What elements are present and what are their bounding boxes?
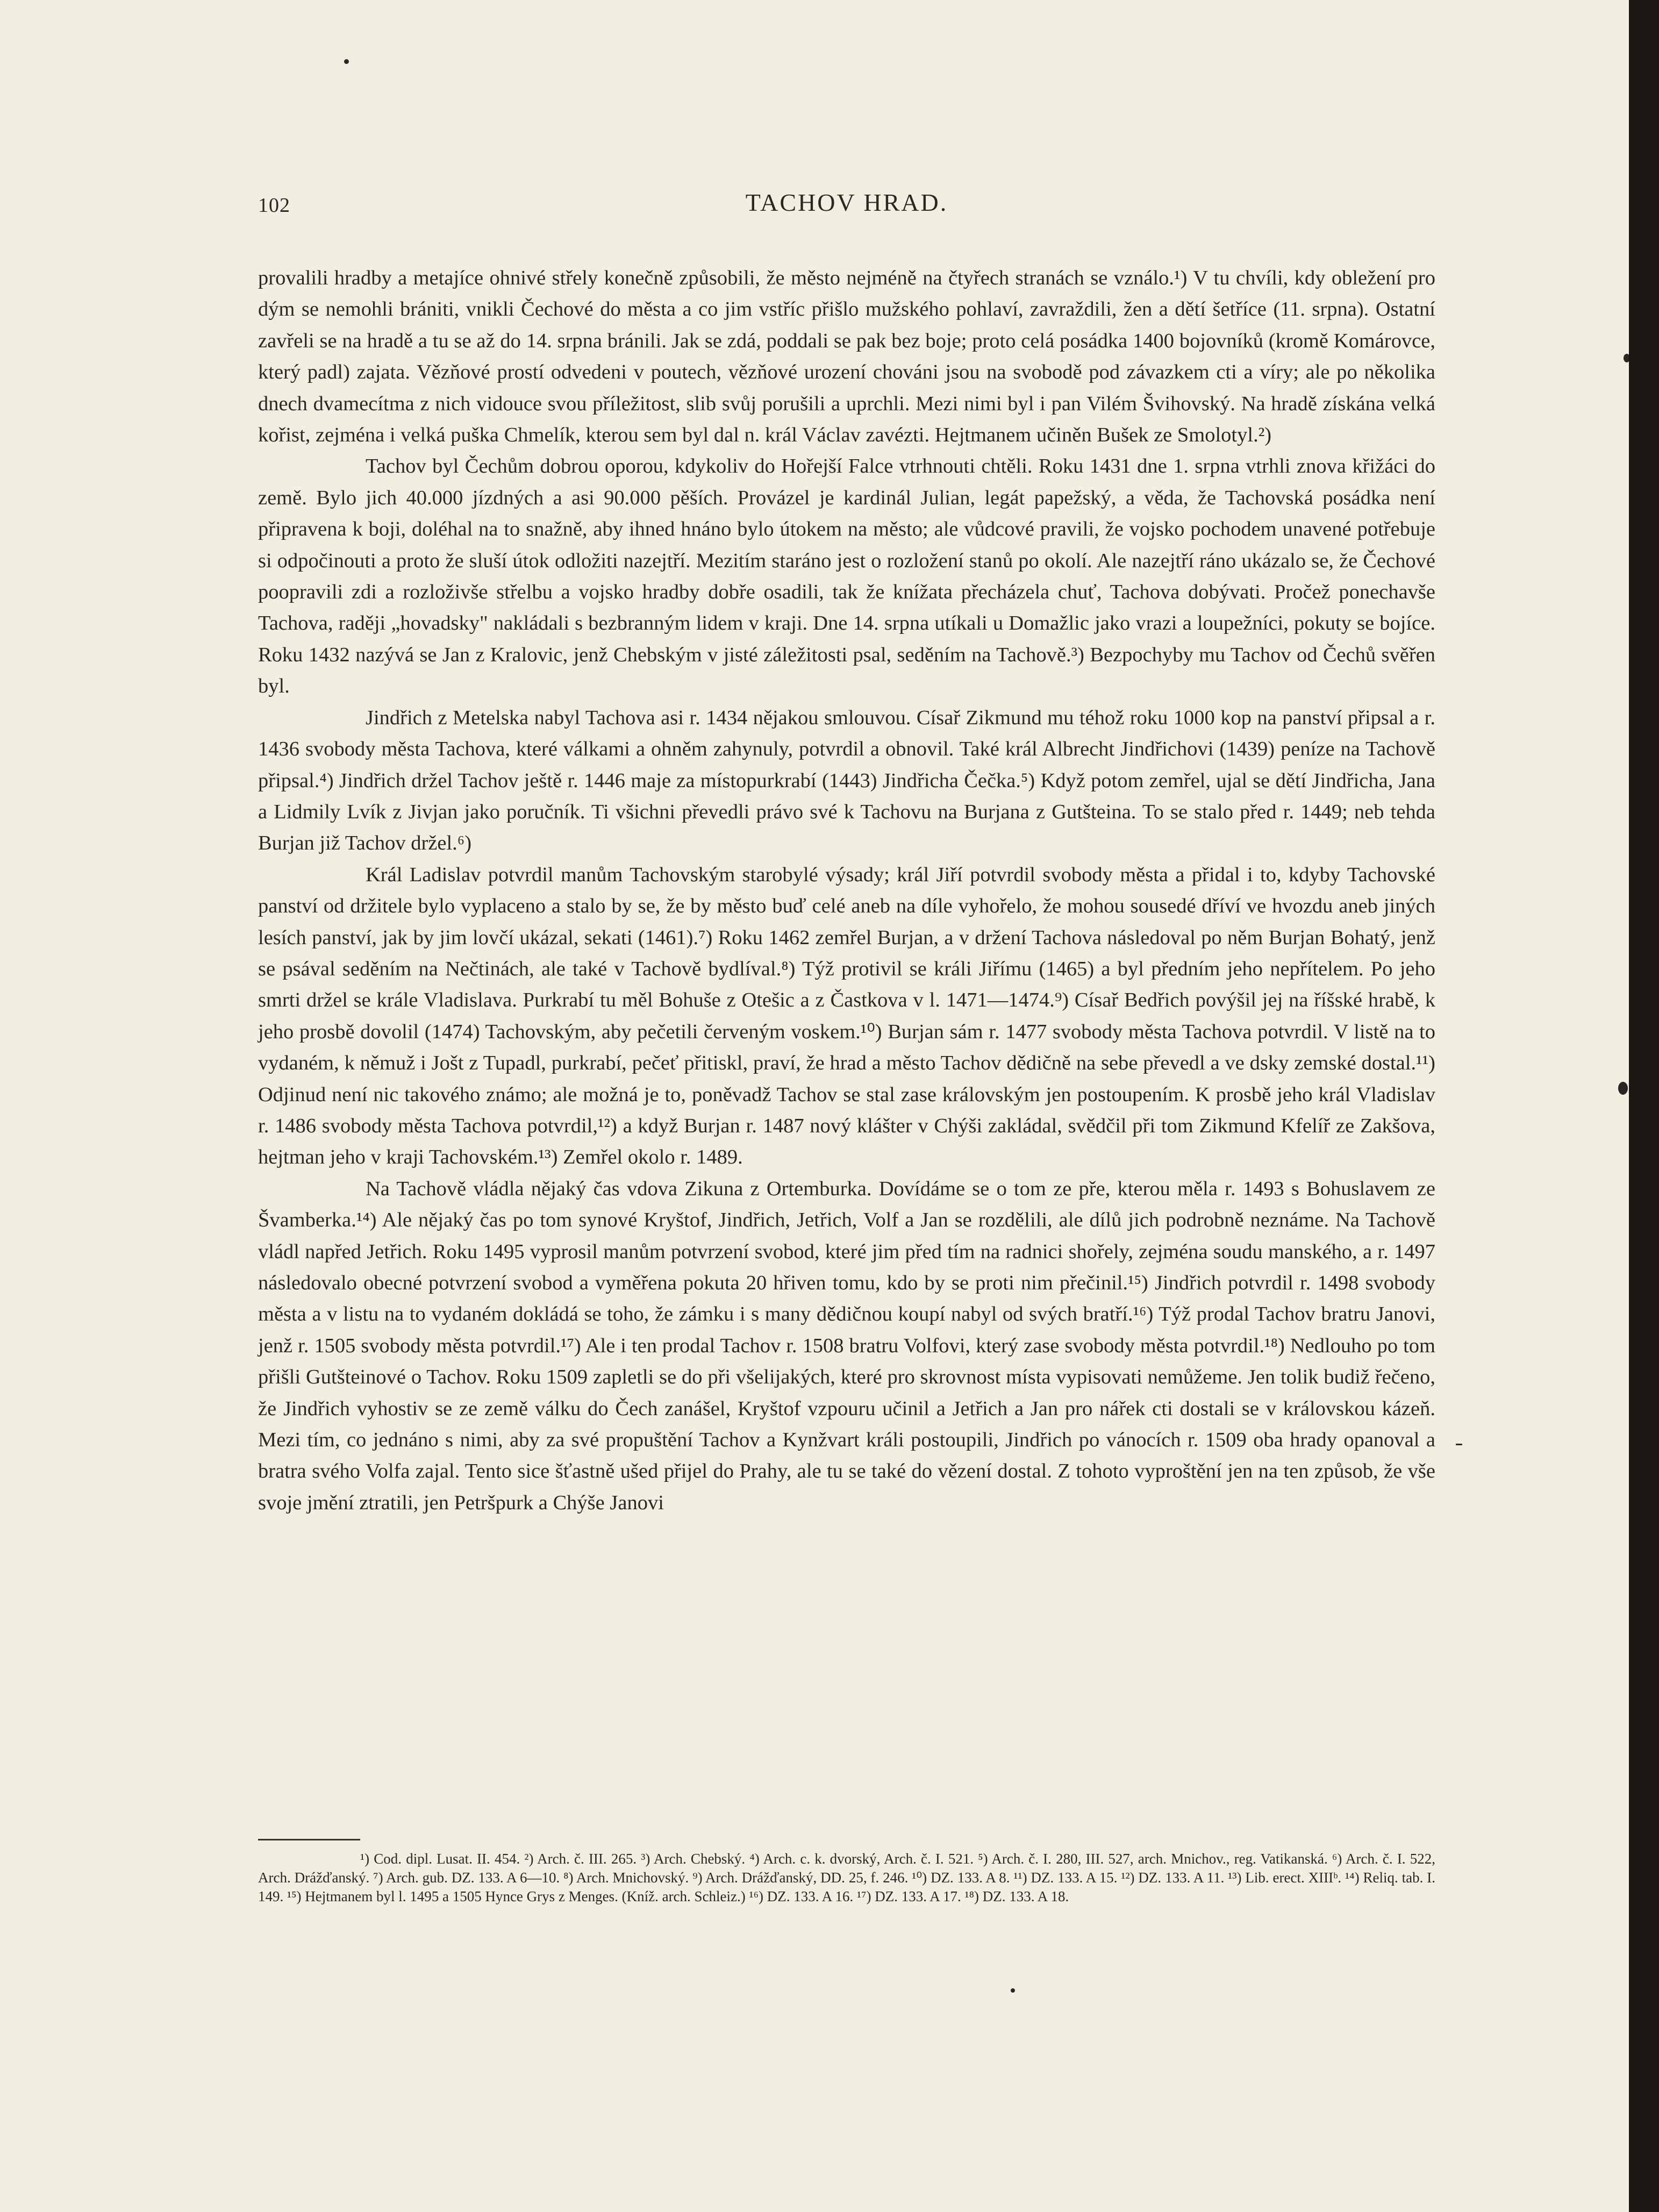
paragraph: Jindřich z Metelska nabyl Tachova asi r. 1434 nějakou smlouvou. Císař Zikmund mu téhož roku 1000 kop na panství připsal a r. 1436 svobody města Tachova, které válkami a ohněm zahynuly, potvrdil a obnovil. Také král Albrecht Jindřichovi (1439) peníze na Tachově připsal.⁴) Jindřich držel Tachov ještě r. 1446 maje za místopurkrabí (1443) Jindřicha Čečka.⁵) Když potom zemřel, ujal se dětí Jindřicha, Jana a Lidmily Lvík z Jivjan jako poručník. Ti všichni převedli právo své k Tachovu na Burjana z Gutšteina. To se stalo před r. 1449; neb tehda Burjan již Tachov držel.⁶) [258,706,1435,855]
paragraph: Tachov byl Čechům dobrou oporou, kdykoliv do Hořejší Falce vtrhnouti chtěli. Roku 1431 dne 1. srpna vtrhli znova křižáci do země. Bylo jich 40.000 jízdných a asi 90.000 pěších. Provázel je kardinál Julian, legát papežský, a věda, že Tachovská posádka není připravena k boji, doléhal na to snažně, aby ihned hnáno bylo útokem na město; ale vůdcové pravili, že vojsko pochodem unavené potřebuje si odpočinouti a proto že sluší útok odložiti nazejtří. Mezitím staráno jest o rozložení stanů po okolí. Ale nazejtří ráno ukázalo se, že Čechové poopravili zdi a rozloživše střelbu a vojsko hradby dobře osadili, tak že knížata přecházela chuť, Tachova dobývati. Pročež ponechavše Tachova, raději „hovadsky" nakládali s bezbranným lidem v kraji. Dne 14. srpna utíkali u Domažlic jako vrazi a loupežníci, pokuty se bojíce. Roku 1432 nazývá se Jan z Kralovic, jenž Chebským v jisté záležitosti psal, seděním na Tachově.³) Bezpochyby mu Tachov od Čechů svěřen byl. [258,455,1435,698]
footnotes: ¹) Cod. dipl. Lusat. II. 454. ²) Arch. č. III. 265. ³) Arch. Chebský. ⁴) Arch. c. k. dvorský, Arch. č. I. 521. ⁵) Arch. č. I. 280, III. 527, arch. Mnichov., reg. Vatikanská. ⁶) Arch. č. I. 522, Arch. Drážďanský. ⁷) Arch. gub. DZ. 133. A 6—10. ⁸) Arch. Mnichovský. ⁹) Arch. Drážďanský, DD. 25, f. 246. ¹⁰) DZ. 133. A 8. ¹¹) DZ. 133. A 15. ¹²) DZ. 133. A 11. ¹³) Lib. erect. XIIIᵇ. ¹⁴) Reliq. tab. I. 149. ¹⁵) Hejtmanem byl l. 1495 a 1505 Hynce Grys z Menges. (Kníž. arch. Schleiz.) ¹⁶) DZ. 133. A 16. ¹⁷) DZ. 133. A 17. ¹⁸) DZ. 133. A 18. [258,1851,1435,1904]
ink-speck [1618,1082,1628,1095]
page-header [258,188,1435,231]
ink-speck [1624,354,1629,362]
paragraph: Král Ladislav potvrdil manům Tachovským starobylé výsady; král Jiří potvrdil svobody města a přidal i to, kdyby Tachovské panství od držitele bylo vyplaceno a stalo by se, že by město buď celé aneb na díle vyhořelo, že mohou sousedé dříví ve hvozdu aneb jiných lesích panství, jak by jim lovčí ukázal, sekati (1461).⁷) Roku 1462 zemřel Burjan, a v držení Tachova následoval po něm Burjan Bohatý, jenž se psával seděním na Nečtinách, ale také v Tachově bydlíval.⁸) Týž protivil se králi Jiřímu (1465) a byl předním jeho nepřítelem. Po jeho smrti držel se krále Vladislava. Purkrabí tu měl Bohuše z Otešic a z Častkova v l. 1471—1474.⁹) Císař Bedřich povýšil jej na říšské hrabě, k jeho prosbě dovolil (1474) Tachovským, aby pečetili červeným voskem.¹⁰) Burjan sám r. 1477 svobody města Tachova potvrdil. V listě na to vydaném, k němuž i Jošt z Tupadl, purkrabí, pečeť přitiskl, praví, že hrad a město Tachov dědičně na sebe převedl a ve dsky zemské dostal.¹¹) Odjinud není nic takového známo; ale možná je to, poněvadž Tachov se stal zase královským jen postoupením. K prosbě jeho král Vladislav r. 1486 svobody města Tachova potvrdil,¹²) a když Burjan r. 1487 nový klášter v Chýši zakládal, svědčil při tom Zikmund Kfelíř ze Zakšova, hejtman jeho v kraji Tachovském.¹³) Zemřel okolo r. 1489. [258,863,1435,1169]
body-text [258,262,1435,1518]
footnote-divider [258,1839,360,1840]
ink-speck [1456,1444,1462,1445]
page-number: 102 [258,194,290,217]
scan-margin-band [1629,0,1659,2212]
paragraph: Na Tachově vládla nějaký čas vdova Zikuna z Ortemburka. Dovídáme se o tom ze pře, kterou měla r. 1493 s Bohuslavem ze Švamberka.¹⁴) Ale nějaký čas po tom synové Kryštof, Jindřich, Jetřich, Volf a Jan se rozdělili, ale dílů jich podrobně neznáme. Na Tachově vládl napřed Jetřich. Roku 1495 vyprosil manům potvrzení svobod, které jim před tím na radnici shořely, zejména soudu manského, a r. 1497 následovalo obecné potvrzení svobod a vyměřena pokuta 20 hřiven tomu, kdo by se proti nim přečinil.¹⁵) Jindřich potvrdil r. 1498 svobody města a v listu na to vydaném dokládá se toho, že zámku i s many dědičnou koupí nabyl od svých bratří.¹⁶) Týž prodal Tachov bratru Janovi, jenž r. 1505 svobody města potvrdil.¹⁷) Ale i ten prodal Tachov r. 1508 bratru Volfovi, který zase svobody města potvrdil.¹⁸) Nedlouho po tom přišli Gutšteinové o Tachov. Roku 1509 zapletli se do při všelijakých, které pro skrovnost místa vypisovati nemůžeme. Jen tolik budiž řečeno, že Jindřich vyhostiv se ze země válku do Čech zanášel, Kryštof vzpouru učinil a Jetřich a Jan pro nářek cti dostali se v královskou kázeň. Mezi tím, co jednáno s nimi, aby za své propuštění Tachov a Kynžvart králi postoupili, Jindřich po vánocích r. 1509 oba hrady opanoval a bratra svého Volfa zajal. Tento sice šťastně ušed přijel do Prahy, ale tu se také do vězení dostal. Z tohoto vyproštění jen na ten způsob, že vše svoje jmění ztratili, jen Petršpurk a Chýše Janovi [258,1177,1435,1514]
running-title: TACHOV HRAD. [745,189,948,216]
ink-speck [344,59,349,64]
paragraph: provalili hradby a metajíce ohnivé střely konečně způsobili, že město nejméně na čtyřech stranách se vználo.¹) V tu chvíli, kdy obležení pro dým se nemohli brániti, vnikli Čechové do města a co jim vstříc přišlo mužského pohlaví, zavraždili, žen a dětí šetříce (11. srpna). Ostatní zavřeli se na hradě a tu se až do 14. srpna bránili. Jak se zdá, poddali se pak bez boje; proto celá posádka 1400 bojovníků (kromě Komárovce, který padl) zajata. Vězňové prostí odvedeni v poutech, vězňové urození chováni jsou na svobodě pod závazkem cti a víry; ale po několika dnech dvamecítma z nich vidouce svou příležitost, slib svůj porušili a uprchli. Mezi nimi byl i pan Vilém Švihovský. Na hradě získána velká kořist, zejména i velká puška Chmelík, kterou sem byl dal n. král Václav zavézti. Hejtmanem učiněn Bušek ze Smolotyl.²) [258,267,1435,447]
ink-speck [1011,1988,1015,1993]
